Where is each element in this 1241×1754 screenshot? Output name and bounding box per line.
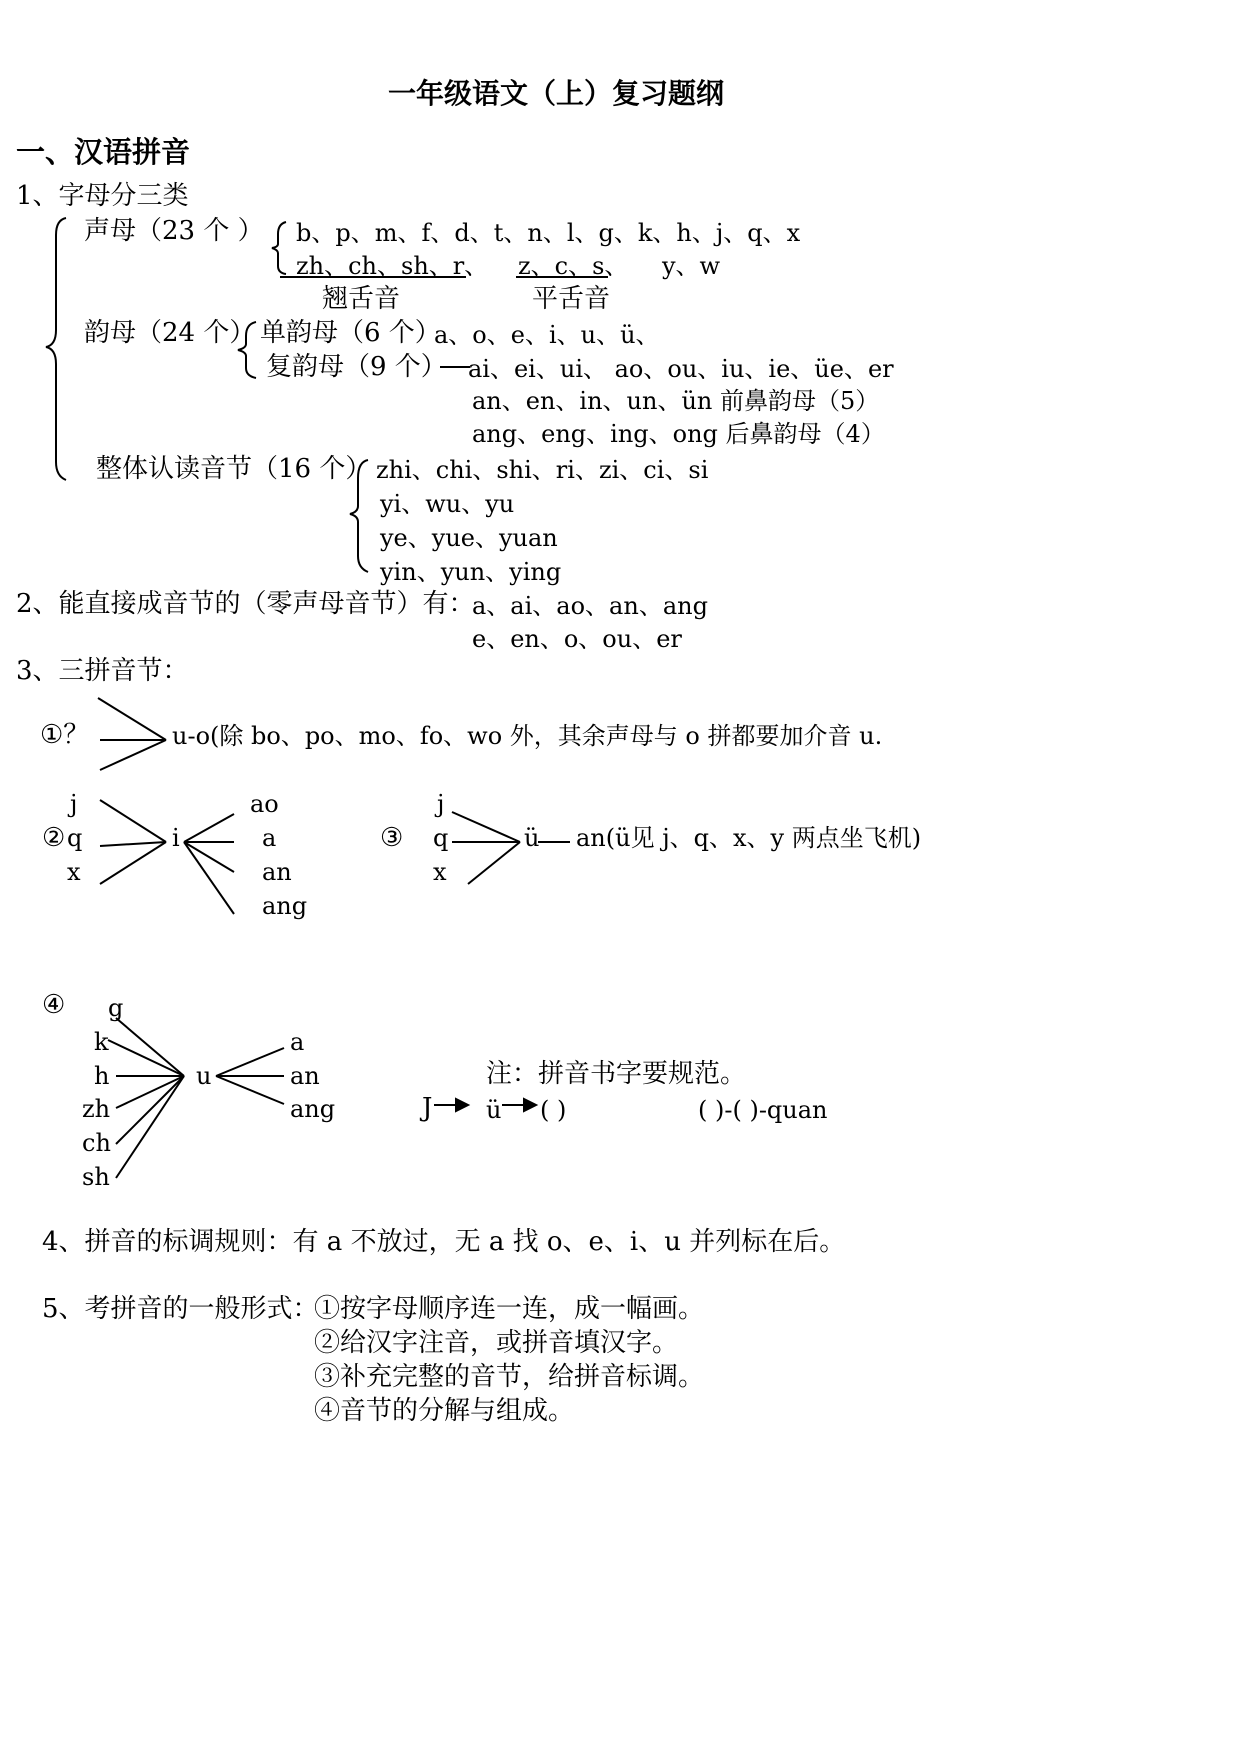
d2-right-an: an xyxy=(262,858,292,886)
d4-left-g: g xyxy=(108,994,124,1022)
zhi-group: zh、ch、sh、r、 xyxy=(296,252,489,280)
item1-heading: 1、字母分三类 xyxy=(16,181,189,211)
item2-heading: 2、能直接成音节的（零声母音节）有： xyxy=(16,589,475,619)
d2-right-a: a xyxy=(262,824,277,852)
d4-line-ch xyxy=(116,1076,184,1144)
d4-left-h: h xyxy=(94,1062,110,1090)
d2-line-ang xyxy=(184,842,234,914)
d4-left-k: k xyxy=(94,1028,109,1056)
zhengti-row2: yi、wu、yu xyxy=(380,490,515,518)
item5-form-2: ②给汉字注音，或拼音填汉字。 xyxy=(314,1328,679,1358)
quan-start: J xyxy=(422,1093,433,1123)
d2-center-i: i xyxy=(172,824,180,852)
zhengti-row1: zhi、chi、shi、ri、zi、ci、si xyxy=(376,456,709,484)
d4-right-ang: ang xyxy=(290,1095,336,1123)
d3-text: an(ü见 j、q、x、y 两点坐飞机) xyxy=(576,824,922,852)
d2-line-x xyxy=(100,842,166,884)
single-yunmu-label: 单韵母（6 个） xyxy=(260,318,441,348)
zhi-label: 翘舌音 xyxy=(322,284,401,314)
compound-yunmu-label: 复韵母（9 个） xyxy=(266,352,447,382)
item5-form-1: ①按字母顺序连一连，成一幅画。 xyxy=(314,1294,705,1324)
back-nasal: ang、eng、ing、ong 后鼻韵母（4） xyxy=(472,420,885,448)
item2-row2: e、en、o、ou、er xyxy=(472,625,682,653)
d1-text: u-o(除 bo、po、mo、fo、wo 外，其余声母与 o 拼都要加介音 u. xyxy=(172,722,883,750)
d1-marker: ①？ xyxy=(40,720,90,750)
d4-line-k xyxy=(108,1040,184,1076)
d4-left-zh: zh xyxy=(82,1095,111,1123)
d3-marker: ③ xyxy=(380,823,404,853)
d4-line-g xyxy=(116,1018,184,1076)
note: 注：拼音书字要规范。 xyxy=(486,1059,747,1089)
brace-zhengti xyxy=(350,460,368,572)
brace-main xyxy=(46,218,66,480)
d2-left-x: x xyxy=(67,858,81,886)
d3-center-u: ü xyxy=(524,824,540,852)
d2-line-ao xyxy=(184,814,234,842)
item4-text: 4、拼音的标调规则：有 a 不放过，无 a 找 o、e、i、u 并列标在后。 xyxy=(42,1227,846,1257)
item5-form-3: ③补充完整的音节，给拼音标调。 xyxy=(314,1362,705,1392)
arrow-1-head xyxy=(456,1099,468,1111)
d3-left-q: q xyxy=(433,824,449,852)
shengmu-row1: b、p、m、f、d、t、n、l、g、k、h、j、q、x xyxy=(296,219,801,247)
d4-line-a xyxy=(216,1048,284,1076)
d2-right-ang: ang xyxy=(262,892,308,920)
d2-right-ao: ao xyxy=(250,790,279,818)
yunmu-label: 韵母（24 个） xyxy=(84,318,256,348)
d2-line-an xyxy=(184,842,234,872)
d3-left-j: j xyxy=(437,790,445,818)
single-yunmu-values: a、o、e、i、u、ü、 xyxy=(434,321,660,349)
d4-left-ch: ch xyxy=(82,1129,111,1157)
d1-line-top xyxy=(98,698,166,740)
d2-marker: ② xyxy=(42,823,66,853)
zi-group: z、c、s、 xyxy=(518,252,629,280)
item3-heading: 3、三拼音节： xyxy=(16,656,189,686)
arrow-2-head xyxy=(524,1099,536,1111)
zhengti-row4: yin、yun、ying xyxy=(380,558,562,586)
item5-heading: 5、考拼音的一般形式： xyxy=(42,1294,319,1324)
page-title: 一年级语文（上）复习题纲 xyxy=(388,77,725,110)
quan-mid: ü xyxy=(486,1096,502,1124)
compound-yunmu-values: ai、ei、ui、 ao、ou、iu、ie、üe、er xyxy=(468,355,894,383)
section-heading: 一、汉语拼音 xyxy=(16,135,191,169)
front-nasal: an、en、in、un、ün 前鼻韵母（5） xyxy=(472,387,880,415)
d4-left-sh: sh xyxy=(82,1163,110,1191)
brace-yunmu xyxy=(238,322,256,378)
quan-blank: ( ) xyxy=(540,1096,567,1124)
zhengti-row3: ye、yue、yuan xyxy=(380,524,558,552)
d4-right-a: a xyxy=(290,1028,305,1056)
d4-right-an: an xyxy=(290,1062,320,1090)
zhengti-label: 整体认读音节（16 个） xyxy=(96,454,372,484)
item5-form-4: ④音节的分解与组成。 xyxy=(314,1396,575,1426)
zi-label: 平舌音 xyxy=(532,284,611,314)
quan-tail: ( )-( )-quan xyxy=(698,1096,828,1124)
d2-left-j: j xyxy=(70,790,78,818)
d2-left-q: q xyxy=(67,824,83,852)
d1-line-bot xyxy=(100,740,166,770)
shengmu-label: 声母（23 个 ） xyxy=(84,216,264,246)
d4-line-ang xyxy=(216,1076,284,1104)
d4-marker: ④ xyxy=(42,990,66,1020)
d2-line-q xyxy=(100,842,166,846)
d3-line-x xyxy=(468,842,520,884)
d4-center-u: u xyxy=(196,1062,212,1090)
d2-line-j xyxy=(100,800,166,842)
brace-shengmu xyxy=(272,222,286,274)
d3-line-j xyxy=(452,812,520,842)
d3-left-x: x xyxy=(433,858,447,886)
yw-group: y、w xyxy=(662,252,721,280)
item2-row1: a、ai、ao、an、ang xyxy=(472,592,708,620)
